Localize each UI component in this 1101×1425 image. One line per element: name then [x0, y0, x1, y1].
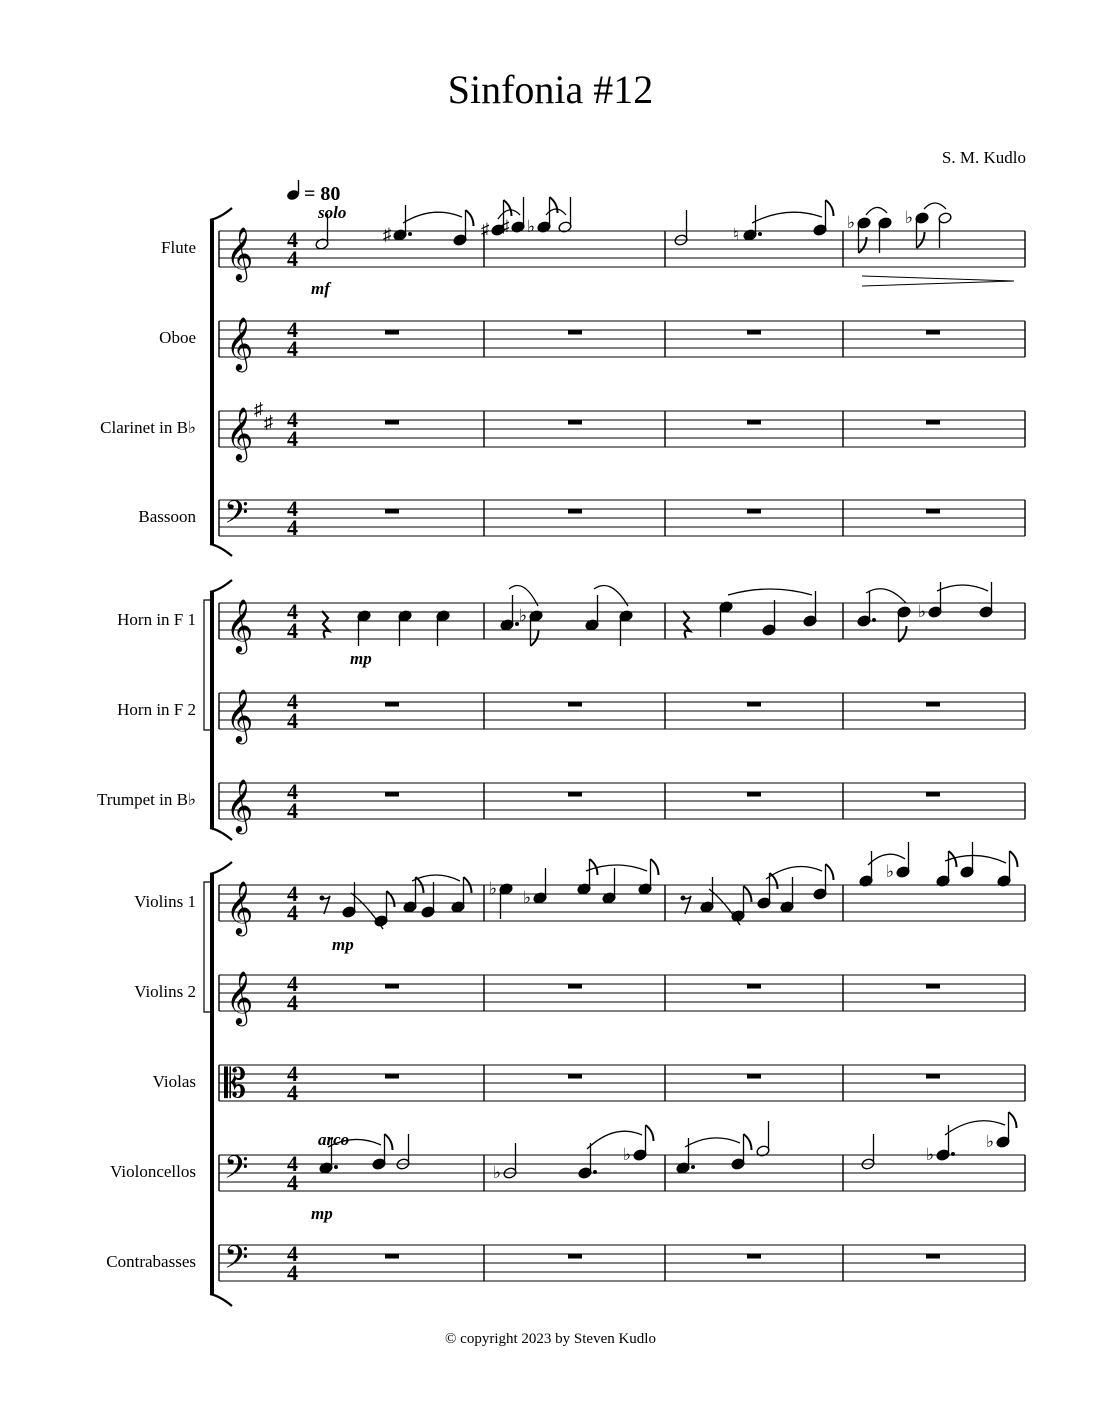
note — [403, 877, 424, 913]
note — [500, 595, 519, 631]
diminuendo-hairpin — [862, 276, 1014, 286]
slur — [752, 212, 822, 223]
note — [986, 1112, 1017, 1151]
time-signature-numerator: 4 — [287, 1061, 298, 1086]
copyright-notice: © copyright 2023 by Steven Kudlo — [445, 1331, 656, 1347]
whole-rest — [568, 420, 582, 425]
whole-rest — [747, 330, 761, 335]
note — [762, 600, 776, 636]
note — [372, 1134, 393, 1170]
flat-icon: ♭ — [986, 1132, 995, 1151]
whole-rest — [926, 984, 940, 989]
time-signature-numerator: 4 — [287, 881, 298, 906]
whole-rest — [747, 984, 761, 989]
whole-rest — [385, 792, 399, 797]
slur — [403, 212, 462, 223]
note — [451, 877, 472, 913]
instrument-name: Flute — [161, 238, 196, 257]
whole-rest — [385, 984, 399, 989]
whole-rest — [747, 792, 761, 797]
slur — [937, 585, 988, 591]
time-signature-numerator: 4 — [287, 689, 298, 714]
quarter-rest — [322, 611, 329, 638]
staff-violins-1 — [219, 881, 1025, 936]
slur — [924, 203, 946, 209]
note — [523, 868, 547, 907]
whole-rest — [385, 1254, 399, 1259]
violin1-dynamic: mp — [332, 935, 354, 954]
staff-flute — [219, 227, 1025, 282]
time-signature-numerator: 4 — [287, 407, 298, 432]
horn1-dynamic: mp — [350, 649, 372, 668]
staff-trumpet-in-b- — [219, 779, 1025, 834]
whole-rest — [568, 509, 582, 514]
whole-rest — [568, 330, 582, 335]
time-signature-numerator: 4 — [287, 317, 298, 342]
note — [674, 210, 688, 246]
staff-violins-2 — [219, 971, 1025, 1026]
instrument-name: Violins 1 — [134, 892, 196, 911]
note — [374, 891, 395, 927]
instrument-name: Violins 2 — [134, 982, 196, 1001]
note — [905, 208, 929, 248]
treble-clef-icon: 𝄞 — [226, 600, 254, 651]
time-signature-numerator: 4 — [287, 1151, 298, 1176]
whole-rest — [747, 420, 761, 425]
whole-rest — [568, 1254, 582, 1259]
time-signature-numerator: 4 — [287, 599, 298, 624]
note — [859, 851, 873, 887]
instrument-name: Horn in F 2 — [117, 700, 196, 719]
treble-clef-icon: 𝄞 — [226, 408, 254, 459]
note — [997, 851, 1018, 887]
treble-clef-icon: 𝄞 — [226, 882, 254, 933]
note — [847, 213, 871, 253]
flat-icon: ♭ — [886, 862, 895, 881]
note — [396, 1134, 410, 1170]
sharp-icon: ♯ — [501, 217, 510, 236]
note — [527, 197, 558, 236]
staff-contrabasses — [219, 1241, 1025, 1285]
tempo-value: = 80 — [304, 183, 341, 205]
time-signature-denominator: 4 — [287, 990, 298, 1015]
staff-oboe — [219, 317, 1025, 372]
slur — [685, 1138, 740, 1147]
time-signature-denominator: 4 — [287, 1170, 298, 1195]
whole-rest — [926, 702, 940, 707]
sharp-icon: ♯ — [264, 412, 273, 432]
note — [585, 595, 599, 631]
note — [878, 217, 892, 253]
natural-icon: ♮ — [733, 225, 740, 244]
note — [577, 859, 598, 895]
slur — [866, 589, 906, 603]
slur — [866, 207, 887, 215]
cello-dynamic: mp — [311, 1204, 333, 1223]
time-signature-denominator: 4 — [287, 708, 298, 733]
slur — [728, 589, 812, 595]
flute-dynamic: mf — [311, 279, 330, 298]
note — [861, 1134, 875, 1170]
time-signature-numerator: 4 — [287, 227, 298, 252]
flat-icon: ♭ — [623, 1145, 632, 1164]
staff-horn-in-f-2 — [219, 689, 1025, 744]
instrument-name: Oboe — [159, 328, 196, 347]
flat-icon: ♭ — [905, 208, 914, 227]
sharp-icon: ♯ — [481, 220, 490, 239]
staff-violas — [219, 1061, 1025, 1106]
note — [700, 877, 714, 913]
note — [780, 877, 794, 913]
flat-icon: ♭ — [847, 213, 856, 232]
time-signature-denominator: 4 — [287, 798, 298, 823]
time-signature-denominator: 4 — [287, 1080, 298, 1105]
note — [342, 882, 356, 918]
treble-clef-icon: 𝄞 — [226, 690, 254, 741]
note — [638, 859, 659, 895]
time-signature-numerator: 4 — [287, 971, 298, 996]
time-signature-denominator: 4 — [287, 246, 298, 271]
note — [602, 868, 616, 904]
flat-icon: ♭ — [527, 217, 536, 236]
whole-rest — [385, 420, 399, 425]
whole-rest — [747, 702, 761, 707]
sharp-icon: ♯ — [254, 399, 263, 419]
note — [857, 591, 876, 627]
note — [383, 205, 412, 244]
time-signature-denominator: 4 — [287, 426, 298, 451]
instrument-name: Contrabasses — [106, 1252, 196, 1271]
note — [357, 610, 371, 646]
treble-clef-icon: 𝄞 — [226, 318, 254, 369]
treble-clef-icon: 𝄞 — [226, 780, 254, 831]
bass-clef-icon: 𝄢 — [224, 1151, 249, 1193]
note — [501, 197, 525, 236]
whole-rest — [385, 509, 399, 514]
instrument-name: Violoncellos — [110, 1162, 196, 1181]
bass-clef-icon: 𝄢 — [224, 1241, 249, 1283]
flat-icon: ♭ — [493, 1163, 502, 1182]
alto-clef-icon: 𝄡 — [224, 1061, 247, 1106]
time-signature-numerator: 4 — [287, 1241, 298, 1266]
whole-rest — [568, 792, 582, 797]
flat-icon: ♭ — [926, 1145, 935, 1164]
instrument-name: Clarinet in B♭ — [100, 418, 196, 437]
whole-rest — [926, 1074, 940, 1079]
note — [436, 610, 450, 646]
whole-rest — [747, 1074, 761, 1079]
flute-solo-mark: solo — [318, 203, 347, 222]
whole-rest — [568, 1074, 582, 1079]
whole-rest — [385, 702, 399, 707]
quarter-rest — [683, 611, 690, 638]
whole-rest — [926, 330, 940, 335]
note — [733, 205, 762, 244]
note — [936, 851, 957, 887]
note — [886, 842, 910, 881]
slur — [587, 1131, 642, 1149]
whole-rest — [385, 330, 399, 335]
note — [398, 610, 412, 646]
staff-clarinet-in-b- — [219, 399, 1025, 462]
staff-bassoon — [219, 496, 1025, 540]
note — [756, 1121, 770, 1157]
composer-name: S. M. Kudlo — [941, 148, 1026, 167]
time-signature-denominator: 4 — [287, 1260, 298, 1285]
instrument-name: Horn in F 1 — [117, 610, 196, 629]
note — [803, 591, 817, 627]
time-signature-denominator: 4 — [287, 618, 298, 643]
slur — [945, 1121, 1005, 1135]
instrument-name: Trumpet in B♭ — [96, 790, 196, 809]
instrument-name: Violas — [152, 1072, 196, 1091]
instrument-name: Bassoon — [138, 507, 196, 526]
whole-rest — [926, 509, 940, 514]
flat-icon: ♭ — [523, 888, 532, 907]
time-signature-numerator: 4 — [287, 779, 298, 804]
treble-clef-icon: 𝄞 — [226, 228, 254, 279]
flat-icon: ♭ — [489, 879, 498, 898]
whole-rest — [926, 420, 940, 425]
note — [719, 601, 733, 637]
whole-rest — [747, 1254, 761, 1259]
whole-rest — [926, 1254, 940, 1259]
bass-clef-icon: 𝄢 — [224, 496, 249, 538]
note — [558, 197, 572, 233]
time-signature-denominator: 4 — [287, 900, 298, 925]
cello-arco-mark: arco — [318, 1130, 350, 1149]
flat-icon: ♭ — [918, 602, 927, 621]
whole-rest — [568, 984, 582, 989]
note — [731, 1134, 752, 1170]
note — [918, 582, 942, 621]
flat-icon: ♭ — [519, 606, 528, 625]
note — [938, 212, 952, 248]
time-signature-denominator: 4 — [287, 515, 298, 540]
staff-violoncellos — [219, 1151, 1025, 1195]
note — [960, 842, 974, 878]
note — [619, 610, 633, 646]
note — [979, 582, 993, 618]
time-signature-denominator: 4 — [287, 336, 298, 361]
whole-rest — [568, 702, 582, 707]
note — [493, 1143, 517, 1182]
whole-rest — [926, 792, 940, 797]
treble-clef-icon: 𝄞 — [226, 972, 254, 1023]
sharp-icon: ♯ — [383, 225, 392, 244]
note — [897, 606, 911, 642]
score-title: Sinfonia #12 — [447, 67, 654, 112]
whole-rest — [747, 509, 761, 514]
whole-rest — [385, 1074, 399, 1079]
tempo-mark — [286, 180, 341, 205]
time-signature-numerator: 4 — [287, 496, 298, 521]
